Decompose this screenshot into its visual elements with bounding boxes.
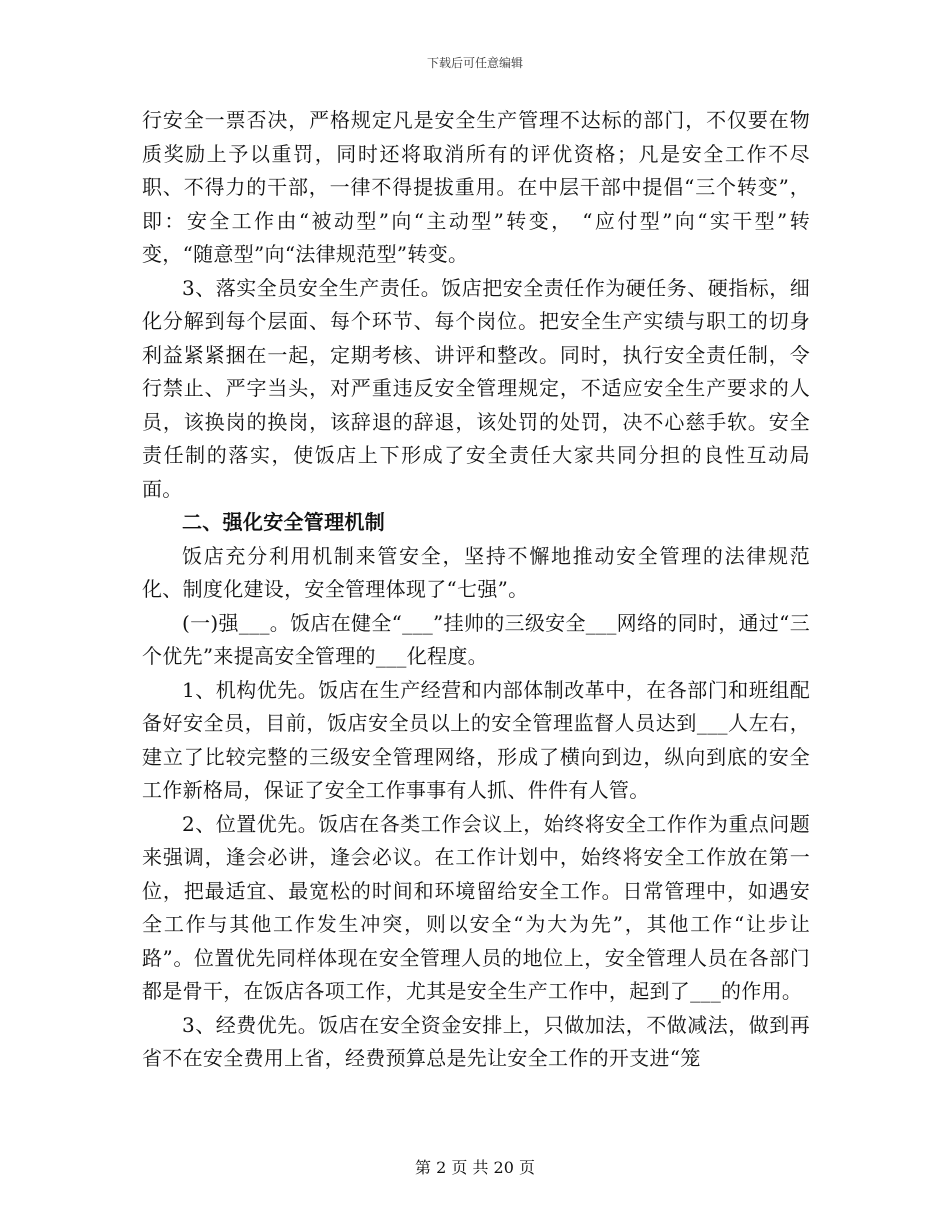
paragraph-mechanism-intro: 饭店充分利用机制来管安全，坚持不懈地推动安全管理的法律规范化、制度化建设，安全管理体现了“七强”。 [142, 543, 810, 601]
paragraph-position-priority: 2、位置优先。饭店在各类工作会议上，始终将安全工作作为重点问题来强调，逢会必讲，逢会必议。在工作计划中，始终将安全工作放在第一位，把最适宜、最宽松的时间和环境留给安全工作。日常管理中，如遇安全工作与其他工作发生冲突，则以安全“为大为先”，其他工作“让步让路”。位置优先同样体现在安全管理人员的地位上，安全管理人员在各部门都是骨干，在饭店各项工作，尤其是安全生产工作中，起到了___的作用。 [142, 811, 810, 1003]
paragraph-item-one: (一)强___。饭店在健全“___”挂帅的三级安全___网络的同时，通过“三个优先”来提高安全管理的___化程度。 [142, 610, 810, 668]
paragraph-funding-priority: 3、经费优先。饭店在安全资金安排上，只做加法，不做减法，做到再省不在安全费用上省，经费预算总是先让安全工作的开支进“笼 [142, 1012, 810, 1070]
page-number: 第 2 页 共 20 页 [415, 1158, 535, 1177]
paragraph-continuation: 行安全一票否决，严格规定凡是安全生产管理不达标的部门，不仅要在物质奖励上予以重罚，同时还将取消所有的评优资格；凡是安全工作不尽职、不得力的干部，一律不得提拔重用。在中层干部中提倡“三个转变”，即：安全工作由“被动型”向“主动型”转变， “应付型”向“实干型”转变，“随意型”向“法律规范型”转变。 [142, 108, 810, 266]
paragraph-responsibility: 3、落实全员安全生产责任。饭店把安全责任作为硬任务、硬指标，细化分解到每个层面、每个环节、每个岗位。把安全生产实绩与职工的切身利益紧紧捆在一起，定期考核、讲评和整改。同时，执行安全责任制，令行禁止、严字当头，对严重违反安全管理规定，不适应安全生产要求的人员，该换岗的换岗，该辞退的辞退，该处罚的处罚，决不心慈手软。安全责任制的落实，使饭店上下形成了安全责任大家共同分担的良性互动局面。 [142, 275, 810, 501]
header-note: 下载后可任意编辑 [426, 56, 523, 70]
paragraph-organization-priority: 1、机构优先。饭店在生产经营和内部体制改革中，在各部门和班组配备好安全员，目前，饭店安全员以上的安全管理监督人员达到___人左右，建立了比较完整的三级安全管理网络，形成了横向到边，纵向到底的安全工作新格局，保证了安全工作事事有人抓、件件有人管。 [142, 677, 810, 802]
section-heading: 二、强化安全管理机制 [182, 510, 385, 534]
document-body [142, 104, 810, 1076]
